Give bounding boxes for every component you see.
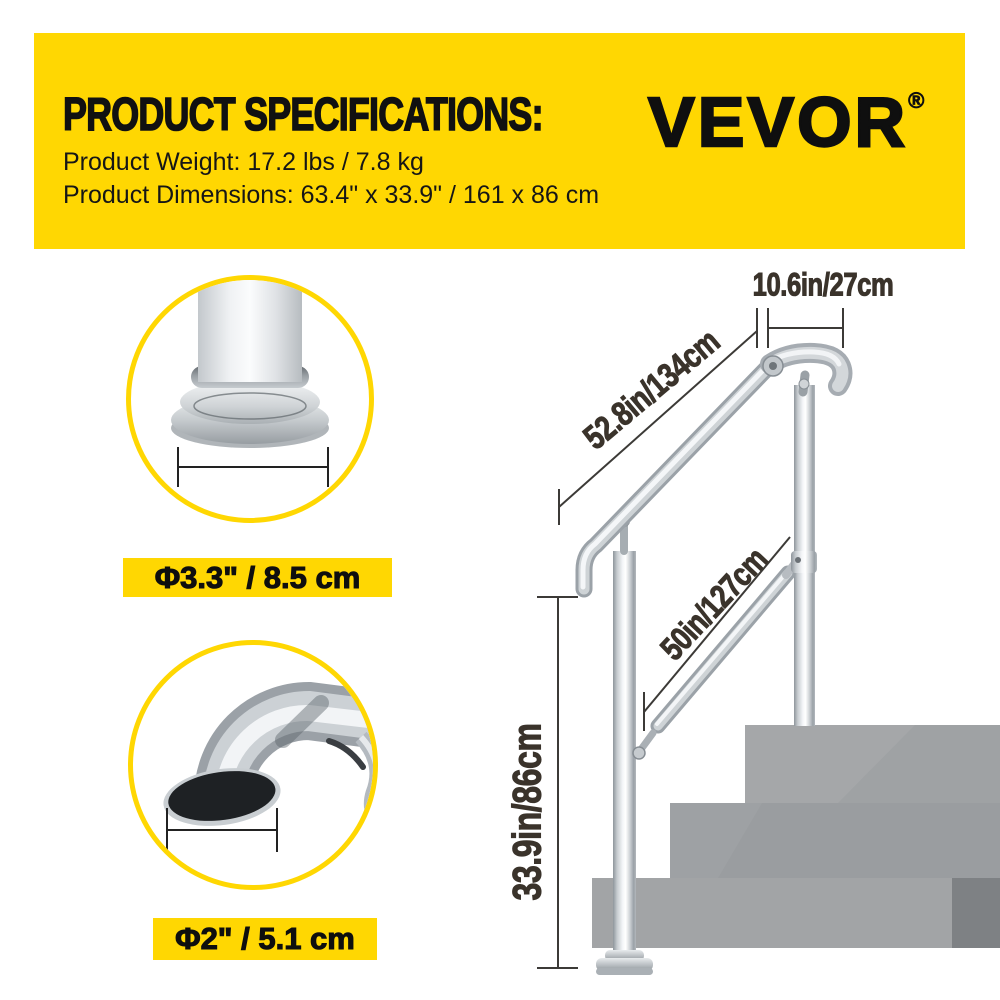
- detail-circle-handrail-elbow: [128, 640, 378, 890]
- stairs: [592, 725, 1000, 948]
- dimension-label-lower-rail: 50in/127cm: [652, 540, 775, 667]
- left-post: [613, 551, 636, 963]
- page-title: PRODUCT SPECIFICATIONS:: [63, 88, 543, 140]
- product-weight-text: Product Weight: 17.2 lbs / 7.8 kg: [63, 148, 424, 176]
- dimension-label-post-height: 33.9in/86cm: [505, 723, 550, 901]
- brand-logo: [648, 82, 924, 162]
- dimension-label-top-width: 10.6in/27cm: [752, 266, 894, 303]
- detail-circle-post-base: [126, 275, 374, 523]
- top-width-dimension-line: [768, 308, 843, 348]
- product-dimensions-text: Product Dimensions: 63.4" x 33.9" / 161 x 86 cm: [63, 181, 600, 209]
- dimension-label-upper-rail: 52.8in/134cm: [576, 322, 727, 458]
- elbow-photo: [133, 645, 373, 885]
- post-cylinder: [198, 280, 302, 382]
- left-post-base-flange: [596, 950, 653, 975]
- elbow-opening: [160, 761, 285, 833]
- post-base-photo: [131, 280, 369, 518]
- brand-logo-text: VEVOR: [648, 83, 909, 161]
- post-base-diameter-label: Φ3.3" / 8.5 cm: [123, 558, 392, 597]
- spec-banner: [34, 33, 965, 249]
- elbow-clamp: [361, 737, 373, 829]
- post-base-flange: [171, 380, 329, 448]
- tube-diameter-label: Φ2" / 5.1 cm: [153, 918, 377, 960]
- registered-trademark-icon: ®: [908, 88, 925, 113]
- base-diameter-dimension-line: [178, 447, 328, 487]
